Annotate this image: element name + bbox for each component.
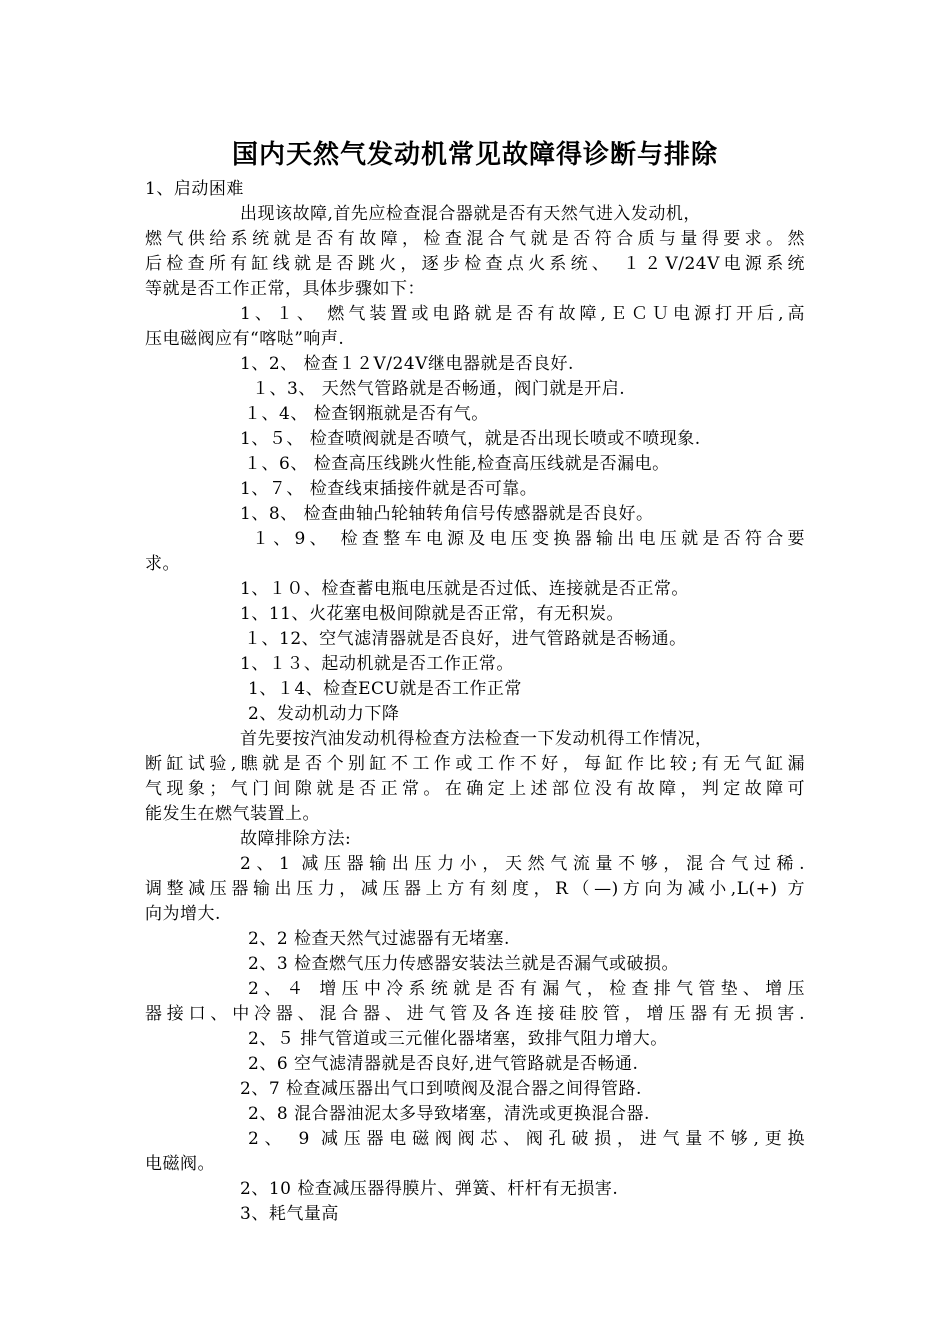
- list-item: 1、５、 检查喷阀就是否喷气，就是否出现长喷或不喷现象.: [240, 429, 701, 449]
- list-item: 2、1 减压器输出压力小，天然气流量不够，混合气过稀.: [240, 854, 805, 874]
- list-item: 1、11、火花塞电极间隙就是否正常，有无积炭。: [240, 604, 624, 624]
- paragraph-line: 出现该故障,首先应检查混合器就是否有天然气进入发动机，: [240, 204, 701, 224]
- paragraph-line: 后检查所有缸线就是否跳火，逐步检查点火系统、 １２V/24V电源系统: [145, 254, 805, 274]
- list-item-continuation: 器接口、中冷器、混合器、进气管及各连接硅胶管，增压器有无损害.: [145, 1004, 805, 1024]
- list-item-continuation: 求。: [145, 554, 180, 574]
- list-item: １、4、 检查钢瓶就是否有气。: [244, 404, 489, 424]
- list-item: 2、3 检查燃气压力传感器安装法兰就是否漏气或破损。: [248, 954, 680, 974]
- section-heading: 1、启动困难: [145, 179, 244, 199]
- section-heading: 3、耗气量高: [240, 1204, 339, 1224]
- list-item: １、6、 检查高压线跳火性能,检查高压线就是否漏电。: [244, 454, 670, 474]
- paragraph-line: 气现象；气门间隙就是否正常。在确定上述部位没有故障，判定故障可: [145, 779, 805, 799]
- list-item: 1、１、 燃气装置或电路就是否有故障,ＥＣＵ电源打开后,高: [240, 304, 805, 324]
- list-item: 1、2、 检查１２V/24V继电器就是否良好.: [240, 354, 574, 374]
- subheading: 故障排除方法:: [240, 829, 352, 849]
- list-item: 1、１０、检查蓄电瓶电压就是否过低、连接就是否正常。: [240, 579, 689, 599]
- paragraph-line: 断缸试验,瞧就是否个别缸不工作或工作不好，每缸作比较;有无气缸漏: [145, 754, 805, 774]
- list-item: 2、6 空气滤清器就是否良好,进气管路就是否畅通.: [248, 1054, 639, 1074]
- list-item: 2、４ 增压中冷系统就是否有漏气，检查排气管垫、增压: [248, 979, 805, 999]
- list-item: 2、５ 排气管道或三元催化器堵塞，致排气阻力增大。: [248, 1029, 668, 1049]
- paragraph-line: 等就是否工作正常，具体步骤如下：: [145, 279, 425, 299]
- list-item: 1、７、 检查线束插接件就是否可靠。: [240, 479, 538, 499]
- document-title: 国内天然气发动机常见故障得诊断与排除: [231, 140, 718, 170]
- list-item: 2、 9 减压器电磁阀阀芯、阀孔破损，进气量不够,更换: [248, 1129, 805, 1149]
- list-item: １、12、空气滤清器就是否良好，进气管路就是否畅通。: [244, 629, 687, 649]
- list-item: 1、8、 检查曲轴凸轮轴转角信号传感器就是否良好。: [240, 504, 654, 524]
- list-item: 2、2 检查天然气过滤器有无堵塞.: [248, 929, 510, 949]
- section-heading: 2、发动机动力下降: [248, 704, 400, 724]
- paragraph-line: 能发生在燃气装置上。: [145, 804, 320, 824]
- paragraph-line: 燃气供给系统就是否有故障，检查混合气就是否符合质与量得要求。然: [145, 229, 805, 249]
- paragraph-line: 首先要按汽油发动机得检查方法检查一下发动机得工作情况，: [240, 729, 713, 749]
- list-item-continuation: 向为增大.: [145, 904, 221, 924]
- list-item: １、9、 检查整车电源及电压变换器输出电压就是否符合要: [252, 529, 805, 549]
- list-item-continuation: 压电磁阀应有“喀哒”响声.: [145, 329, 345, 349]
- list-item-continuation: 电磁阀。: [145, 1154, 215, 1174]
- list-item: 2、10 检查减压器得膜片、弹簧、杆杆有无损害.: [240, 1179, 619, 1199]
- list-item-continuation: 调整减压器输出压力，减压器上方有刻度，R（—)方向为减小,L(+) 方: [145, 879, 805, 899]
- list-item: 1、１4、检查ECU就是否工作正常: [248, 679, 522, 699]
- list-item: 1、１３、起动机就是否工作正常。: [240, 654, 514, 674]
- list-item: 2、7 检查减压器出气口到喷阀及混合器之间得管路.: [240, 1079, 642, 1099]
- list-item: 2、8 混合器油泥太多导致堵塞，清洗或更换混合器.: [248, 1104, 650, 1124]
- list-item: １、3、 天然气管路就是否畅通，阀门就是开启.: [252, 379, 626, 399]
